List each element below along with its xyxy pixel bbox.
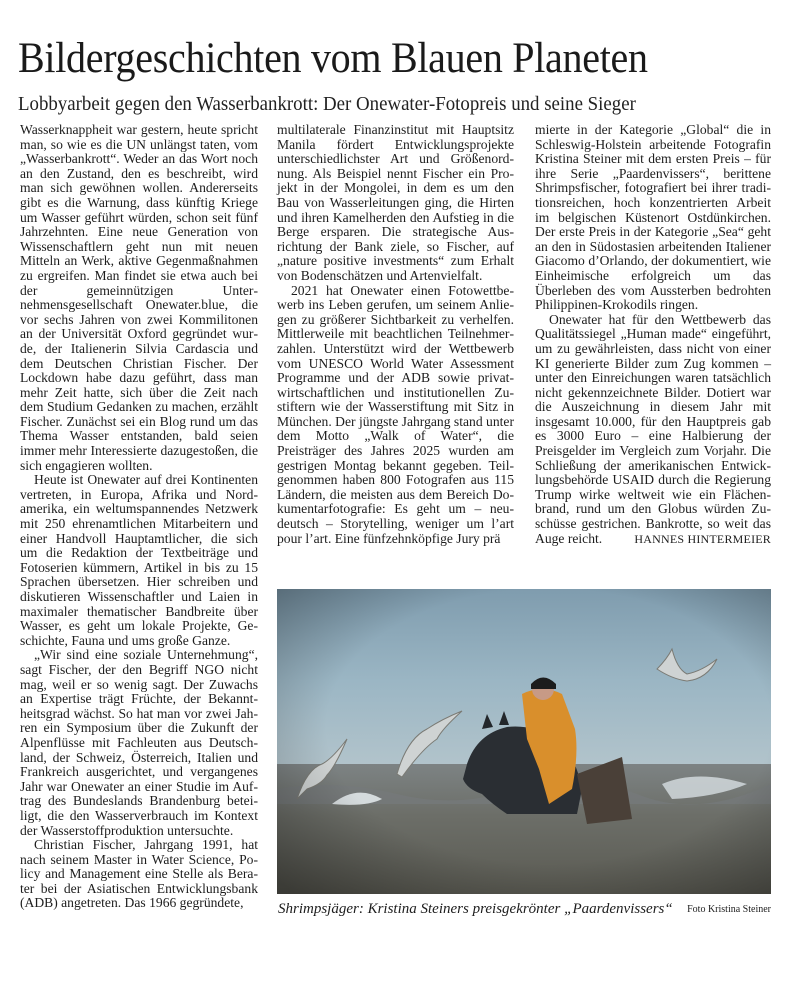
article-column-1 <box>20 123 258 911</box>
photo-caption: Shrimpsjäger: Kristina Steiners preisgekrönter „Paardenvissers“ <box>278 901 673 917</box>
subheadline: Lobbyarbeit gegen den Wasserbankrott: Der Onewater-Fotopreis und seine Sieger <box>18 93 636 115</box>
headline: Bildergeschichten vom Blauen Planeten <box>18 35 648 82</box>
photo-credit: Foto Kristina Steiner <box>687 904 771 915</box>
article-photo <box>277 589 771 894</box>
paragraph: Christian Fischer, Jahrgang 1991, hat nach seinem Master in Water Science, Policy and Management eine Stelle als Berater bei der Asiatischen Entwicklungsbank (ADB) angetreten. Das 1966 gegründete, <box>20 837 258 911</box>
paragraph: „Wir sind eine soziale Unternehmung“, sagt Fischer, der den Begriff NGO nicht mag, weil er so wenig sagt. Der Zuwachs an Expertise trägt Früchte, der Bekanntheitsgrad wächst. So hat man vor zwei Jahren ein Symposium über die Zukunft der Alpenflüsse mit Fachleuten aus Deutschland, der Schweiz, Österreich, Italien und Frankreich ausgerichtet, und vergangenes Jahr war Onewater an einer Studie im Auftrag des Bundeslands Brandenburg beteiligt, die den Wasserverbrauch im Kontext der Wasserstoffproduktion untersuchte. <box>20 647 258 838</box>
paragraph: Wasserknappheit war gestern, heute spricht man, so wie es die UN unlängst taten, vom „Wasserbankrott“. Weder an das Wort noch an den Zustand, den es beschreibt, wird man sich gewöhnen wollen. Andererseits gibt es die Warnung, dass künftig Kriege um Wasser geführt würden, schon seit fünf Jahrzehnten. Eine neue Generation von Wissenschaftlern geht nun mit neuen Mitteln an Werk, aktive Gegenmaßnahmen zu ergreifen. Man findet sie etwa auch bei der gemeinnützigen Unternehmensgesellschaft Onewater.blue, die vor sechs Jahren von zwei Kommilitonen an der Universität Oxford gegründet wurde, der Italienerin Silvia Cardascia und dem Deutschen Christian Fischer. Der Lockdown habe dazu geführt, dass man mehr Zeit hatte, sich über die Zeit nach dem Studium Gedanken zu machen, erzählt Fischer. Zunächst sei ein Blog rund um das Thema Wasser entstanden, bald seien immer mehr Interessierte dazugestoßen, die sich engagieren wollten. <box>20 122 258 473</box>
paragraph: 2021 hat Onewater einen Fotowettbewerb ins Leben gerufen, um seinem Anliegen zu größerer Sichtbarkeit zu verhelfen. Mittlerweile mit beachtlichen Teilnehmerzahlen. Unterstützt wird der Wettbewerb vom UNESCO World Water Assessment Programme und der ADB sowie privatwirtschaftlichen und institutionellen Zustiftern wie der Wasserstiftung mit Sitz in München. Der jüngste Jahrgang stand unter dem Motto „Walk of Water“, die Preisträger des Jahres 2025 wurden am gestrigen Montag bekannt gegeben. Teilgenommen haben 800 Fotografen aus 115 Ländern, die meisten aus dem Bereich Dokumentarfotografie: Es geht um – neudeutsch – Storytelling, weniger um l’art pour l’art. Eine fünfzehnköpfige Jury prä <box>277 282 514 546</box>
paragraph: mierte in der Kategorie „Global“ die in Schleswig-Holstein arbeitende Fotografin Kristina Steiner mit dem ersten Preis – für ihre Serie „Paardenvissers“, berittene Shrimpsfischer, fotografiert bei ihrer traditionsreichen, hoch konzentrierten Arbeit im belgischen Küstenort Ostdünkirchen. Der erste Preis in der Kategorie „Sea“ geht an den in Südostasien arbeitenden Italiener Giacomo d’Orlando, der dokumentiert, wie Einheimische erfolgreich um das Überleben des vom Aussterben bedrohten Philippinen-Krokodils ringen. <box>535 122 771 313</box>
article-column-2 <box>277 123 514 546</box>
photo-vignette <box>277 589 771 894</box>
photo-illustration <box>277 589 771 894</box>
article-column-3 <box>535 123 771 546</box>
author-byline: HANNES HINTERMEIER <box>634 531 771 546</box>
paragraph: Heute ist Onewater auf drei Kontinenten vertreten, in Europa, Afrika und Nordamerika, ein weltumspannendes Netzwerk mit 250 ehrenamtlichen Mitarbeitern und einer Handvoll Hauptamtlicher, die sich um die Redaktion der Textbeiträge und Fotoserien kümmern, Artikel in bis zu 15 Sprachen übersetzen. Hier schreiben und diskutieren Wissenschaftler und Laien in maximaler thematischer Bandbreite über Wasser, es geht um lokale Projekte, Geschichte, Fauna und ums große Ganze. <box>20 472 258 648</box>
paragraph-text: Onewater hat für den Wettbewerb das Qualitätssiegel „Human made“ eingeführt, um zu gewährleisten, dass nicht von einer KI generierte Bilder zum Zug kommen – unter den Einreichungen waren tatsächlich nicht gekennzeichnete Bilder. Dotiert war die Auszeichnung in diesem Jahr mit insgesamt 10.000, für den Hauptpreis gab es 3000 Euro – eine Halbierung der Preisgelder im Vergleich zum Vorjahr. Die Schließung der amerikanischen Entwicklungsbehörde USAID durch die Regierung Trump wirke weltweit wie ein Flächenbrand, rund um den Globus würden Zuschüsse gestrichen. Bankrotte, so weit das Auge reicht. <box>535 311 771 546</box>
paragraph: multilaterale Finanzinstitut mit Hauptsitz Manila fördert Entwicklungsprojekte unterschiedlichster Art und Größenordnung. Als Beispiel nennt Fischer ein Projekt in der Mongolei, in dem es um den Bau von Wasserleitungen ging, die Hirten und ihren Kamelherden den Aufstieg in die Berge ersparen. Die strategische Ausrichtung der Bank ziele, so Fischer, auf „nature positive investments“ zum Erhalt von Bodenschätzen und Artenvielfalt. <box>277 122 514 283</box>
paragraph <box>535 313 771 547</box>
